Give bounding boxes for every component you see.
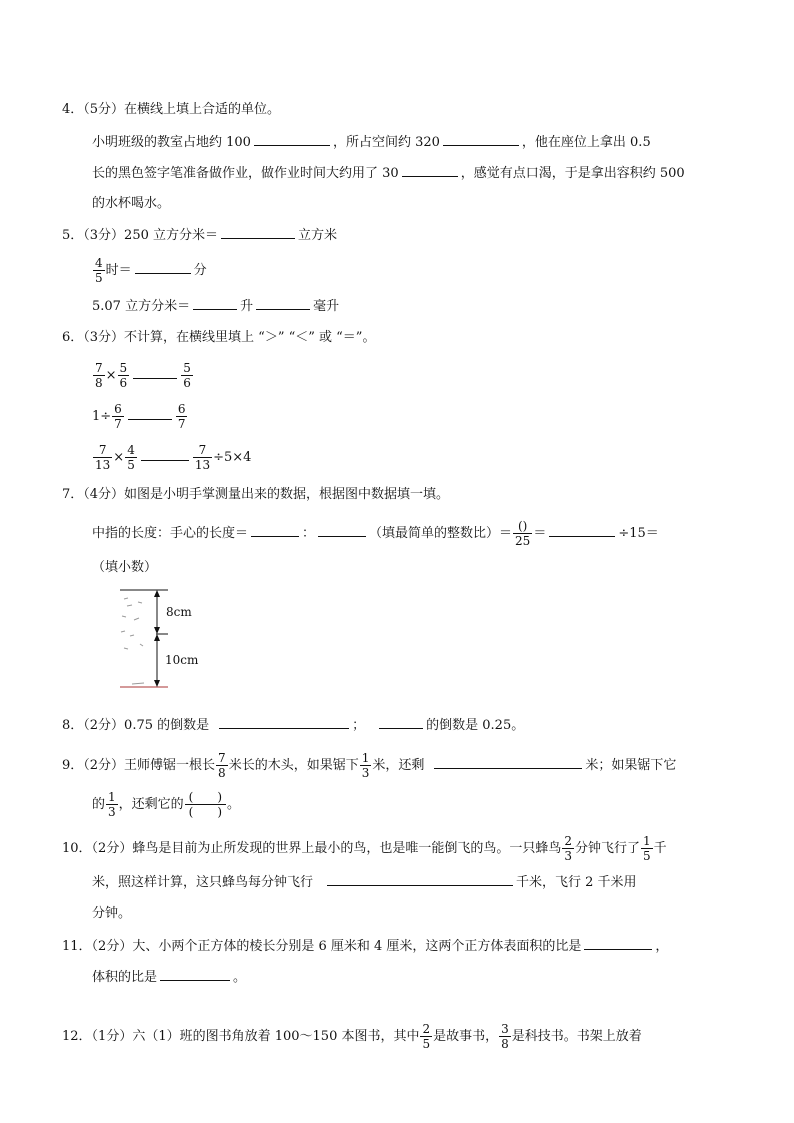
q11-line2 bbox=[92, 968, 246, 987]
q11-text: 体积的比是 bbox=[92, 970, 158, 985]
hand-measurement-figure bbox=[112, 584, 222, 694]
q4-text: ，他在座位上拿出 0.5 bbox=[521, 135, 651, 150]
q7-text: ÷15＝ bbox=[618, 526, 659, 541]
q5-blank-3[interactable] bbox=[193, 297, 237, 310]
q8-blank-1[interactable] bbox=[219, 716, 349, 729]
q6-text: 1÷ bbox=[92, 409, 112, 424]
q10-line1 bbox=[62, 834, 667, 863]
q11-blank-2[interactable] bbox=[160, 968, 230, 981]
q9-fraction: $\frac{7}{8}$ bbox=[218, 751, 226, 780]
q8-text: ； bbox=[352, 718, 366, 733]
q5-text: 分 bbox=[193, 263, 207, 278]
q10-text: 千米，飞行 2 千米用 bbox=[516, 875, 637, 890]
q6-fraction: $\frac{7}{8}$ bbox=[95, 361, 103, 390]
q5-title: 5．（3分）250 立方分米＝ bbox=[62, 228, 218, 243]
q12-text: 是故事书， bbox=[433, 1029, 499, 1044]
q6-blank-1[interactable] bbox=[133, 366, 177, 379]
q6-blank-3[interactable] bbox=[141, 448, 189, 461]
q9-text: 米；如果锯下它 bbox=[585, 758, 677, 773]
q9-blank-1[interactable] bbox=[434, 756, 582, 769]
q12-fraction: $\frac{2}{5}$ bbox=[422, 1022, 431, 1051]
q4-blank-3[interactable] bbox=[402, 164, 458, 177]
q9-text: 的 bbox=[92, 797, 106, 812]
q5-blank-4[interactable] bbox=[256, 297, 310, 310]
q10-line2 bbox=[92, 873, 637, 892]
q9-text: ，还剩它的 bbox=[118, 797, 184, 812]
q7-text: ＝ bbox=[533, 526, 547, 541]
label-8cm: 8cm bbox=[166, 605, 192, 619]
q12-text: 12．（1分）六（1）班的图书角放着 100～150 本图书，其中 bbox=[62, 1029, 420, 1044]
q7-blank-1[interactable] bbox=[251, 524, 299, 537]
q4-text: ，所占空间约 320 bbox=[332, 135, 440, 150]
q6-fraction: $\frac{5}{6}$ bbox=[183, 361, 191, 390]
q5-blank-1[interactable] bbox=[221, 226, 295, 239]
q6-fraction: $\frac{4}{5}$ bbox=[127, 443, 135, 472]
q6-fraction: $\frac{5}{6}$ bbox=[119, 361, 128, 390]
label-10cm: 10cm bbox=[165, 653, 199, 667]
q7-line2: （填小数） bbox=[92, 560, 158, 575]
q10-line3: 分钟。 bbox=[92, 906, 132, 921]
q11-text: 11．（2分）大、小两个正方体的棱长分别是 6 厘米和 4 厘米，这两个正方体表面积的比是 bbox=[62, 939, 582, 954]
q7-fraction: $\frac{()}{25}$ bbox=[515, 519, 531, 548]
q12-line1 bbox=[62, 1022, 642, 1051]
q5-line2 bbox=[92, 256, 207, 285]
q4-line1 bbox=[92, 133, 651, 152]
q6-row1 bbox=[92, 361, 194, 390]
q5-text: 5.07 立方分米＝ bbox=[92, 299, 191, 314]
q9-text: 9．（2分）王师傅锯一根长 bbox=[62, 758, 216, 773]
q9-fraction: $\frac{1}{3}$ bbox=[361, 751, 370, 780]
q10-fraction: $\frac{1}{5}$ bbox=[642, 834, 651, 863]
q11-text: ， bbox=[655, 939, 669, 954]
q10-text: 10．（2分）蜂鸟是目前为止所发现的世界上最小的鸟，也是唯一能倒飞的鸟。一只蜂鸟 bbox=[62, 841, 562, 856]
q6-row3 bbox=[92, 443, 251, 472]
q11-line1 bbox=[62, 937, 668, 956]
q6-fraction: $\frac{6}{7}$ bbox=[114, 402, 122, 431]
q10-fraction: $\frac{2}{3}$ bbox=[564, 834, 572, 863]
q5-fraction: $\frac{4}{5}$ bbox=[95, 256, 103, 285]
q6-operator: × bbox=[105, 368, 117, 383]
q4-blank-1[interactable] bbox=[254, 133, 330, 146]
q5-text: 时＝ bbox=[105, 263, 132, 278]
q7-blank-3[interactable] bbox=[549, 524, 615, 537]
q9-text: 。 bbox=[227, 797, 241, 812]
q6-fraction: $\frac{6}{7}$ bbox=[177, 402, 186, 431]
q7-text: 中指的长度：手心的长度＝ bbox=[92, 526, 249, 541]
q9-text: 米长的木头，如果锯下 bbox=[228, 758, 359, 773]
q4-line2 bbox=[92, 164, 685, 183]
q8-text: 的倒数是 0.25。 bbox=[426, 718, 525, 733]
q10-text: 千 bbox=[653, 841, 667, 856]
q9-fraction: $\frac{1}{3}$ bbox=[108, 790, 116, 819]
q6-fraction: $\frac{7}{13}$ bbox=[194, 443, 211, 472]
q10-blank-1[interactable] bbox=[327, 873, 513, 886]
q5-text: 毫升 bbox=[313, 299, 340, 314]
q5-text: 升 bbox=[240, 299, 254, 314]
q10-text: 米，照这样计算，这只蜂鸟每分钟飞行 bbox=[92, 875, 314, 890]
q7-line1 bbox=[92, 519, 659, 548]
q4-text: 长的黑色签字笔准备做作业，做作业时间大约用了 30 bbox=[92, 166, 399, 181]
q6-text: ÷5×4 bbox=[213, 450, 252, 465]
q4-text: 小明班级的教室占地约 100 bbox=[92, 135, 251, 150]
q5-unit: 立方米 bbox=[298, 228, 338, 243]
q7-title: 7．（4分）如图是小明手掌测量出来的数据，根据图中数据填一填。 bbox=[62, 487, 450, 502]
q9-line2 bbox=[92, 790, 240, 819]
q7-blank-2[interactable] bbox=[318, 524, 366, 537]
q4-title: 4．（5分）在横线上填上合适的单位。 bbox=[62, 102, 281, 117]
q8-text: 8．（2分）0.75 的倒数是 bbox=[62, 718, 210, 733]
q4-blank-2[interactable] bbox=[443, 133, 519, 146]
q6-fraction: $\frac{7}{13}$ bbox=[95, 443, 111, 472]
q12-text: 是科技书。书架上放着 bbox=[511, 1029, 642, 1044]
q9-answer-fraction[interactable]: $\frac{( )}{( )}$ bbox=[185, 790, 226, 819]
q12-fraction: $\frac{3}{8}$ bbox=[501, 1022, 509, 1051]
q7-text: （填最简单的整数比）＝ bbox=[369, 526, 513, 541]
q4-line3: 的水杯喝水。 bbox=[92, 196, 171, 211]
q4-text: ，感觉有点口渴，于是拿出容积约 500 bbox=[460, 166, 685, 181]
palm-sketch-marks bbox=[121, 598, 144, 684]
q6-blank-2[interactable] bbox=[128, 407, 172, 420]
q7-text: ： bbox=[302, 526, 316, 541]
q6-operator: × bbox=[113, 450, 125, 465]
q8-blank-2[interactable] bbox=[379, 716, 423, 729]
q5-line1 bbox=[62, 226, 337, 245]
q9-text: 米，还剩 bbox=[372, 758, 425, 773]
q11-text: 。 bbox=[233, 970, 247, 985]
q8-line bbox=[62, 716, 524, 735]
q6-row2 bbox=[92, 402, 188, 431]
q5-blank-2[interactable] bbox=[135, 261, 191, 274]
q11-blank-1[interactable] bbox=[584, 937, 652, 950]
q6-title: 6．（3分）不计算，在横线里填上 “＞” “＜” 或 “＝”。 bbox=[62, 330, 376, 345]
q10-text: 分钟飞行了 bbox=[574, 841, 640, 856]
q5-line3 bbox=[92, 297, 339, 316]
q9-line1 bbox=[62, 751, 676, 780]
